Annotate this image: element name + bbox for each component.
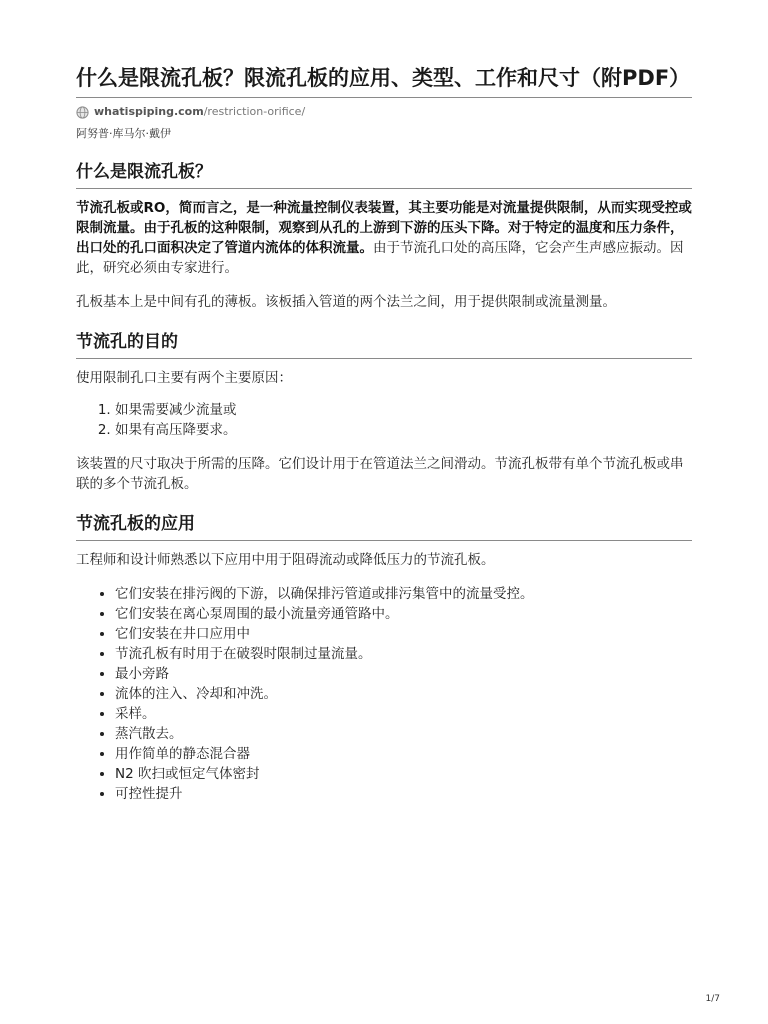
document-page	[76, 64, 692, 804]
section-what-is-paragraph-2: 孔板基本上是中间有孔的薄板。该板插入管道的两个法兰之间，用于提供限制或流量测量。	[76, 294, 616, 310]
section-purpose-outro: 该装置的尺寸取决于所需的压降。它们设计用于在管道法兰之间滑动。节流孔板带有单个节流孔板或串联的多个节流孔板。	[76, 456, 684, 492]
source-line	[76, 104, 692, 120]
list-item: • 它们安装在井口应用中	[115, 624, 692, 644]
page-title: 什么是限流孔板？限流孔板的应用、类型、工作和尺寸（附PDF）	[76, 64, 692, 98]
list-item: • 采样。	[115, 704, 692, 724]
page-number: 1/7	[705, 994, 720, 1004]
section-applications-intro: 工程师和设计师熟悉以下应用中用于阻碍流动或降低压力的节流孔板。	[76, 552, 495, 568]
section-purpose-intro: 使用限制孔口主要有两个主要原因：	[76, 370, 292, 386]
normal-definition-text: 由于节流孔口处的高压降，它会产生声感应振动。因此，研究必须由专家进行。	[76, 240, 684, 276]
list-item: • 最小旁路	[115, 664, 692, 684]
list-item: • 它们安装在离心泵周围的最小流量旁通管路中。	[115, 604, 692, 624]
list-item: • N2 吹扫或恒定气体密封	[115, 764, 692, 784]
section-heading-applications: 节流孔板的应用	[76, 512, 692, 541]
list-item: • 它们安装在排污阀的下游，以确保排污管道或排污集管中的流量受控。	[115, 584, 692, 604]
author-name: 阿努普·库马尔·戴伊	[76, 127, 171, 140]
purpose-numbered-list	[76, 400, 692, 440]
section-heading-what-is: 什么是限流孔板？	[76, 160, 692, 189]
source-domain[interactable]: whatispiping.com	[94, 105, 204, 118]
list-item: 1. 如果需要减少流量或	[115, 400, 692, 420]
section-what-is-paragraph-1	[76, 198, 692, 278]
list-item: • 流体的注入、冷却和冲洗。	[115, 684, 692, 704]
globe-icon	[76, 106, 89, 119]
section-heading-purpose: 节流孔的目的	[76, 330, 692, 359]
list-item: • 节流孔板有时用于在破裂时限制过量流量。	[115, 644, 692, 664]
list-item: • 蒸汽散去。	[115, 724, 692, 744]
bold-definition-text: 节流孔板或RO，简而言之，是一种流量控制仪表装置，其主要功能是对流量提供限制，从而实现受控或限制流量。由于孔板的这种限制，观察到从孔的上游到下游的压头下降。对于特定的温度和压力条件，出口处的孔口面积决定了管道内流体的体积流量。	[76, 200, 692, 256]
source-path[interactable]: /restriction-orifice/	[203, 105, 306, 118]
applications-bullet-list	[76, 584, 692, 804]
list-item: • 用作简单的静态混合器	[115, 744, 692, 764]
list-item: • 可控性提升	[115, 784, 692, 804]
list-item: 2. 如果有高压降要求。	[115, 420, 692, 440]
